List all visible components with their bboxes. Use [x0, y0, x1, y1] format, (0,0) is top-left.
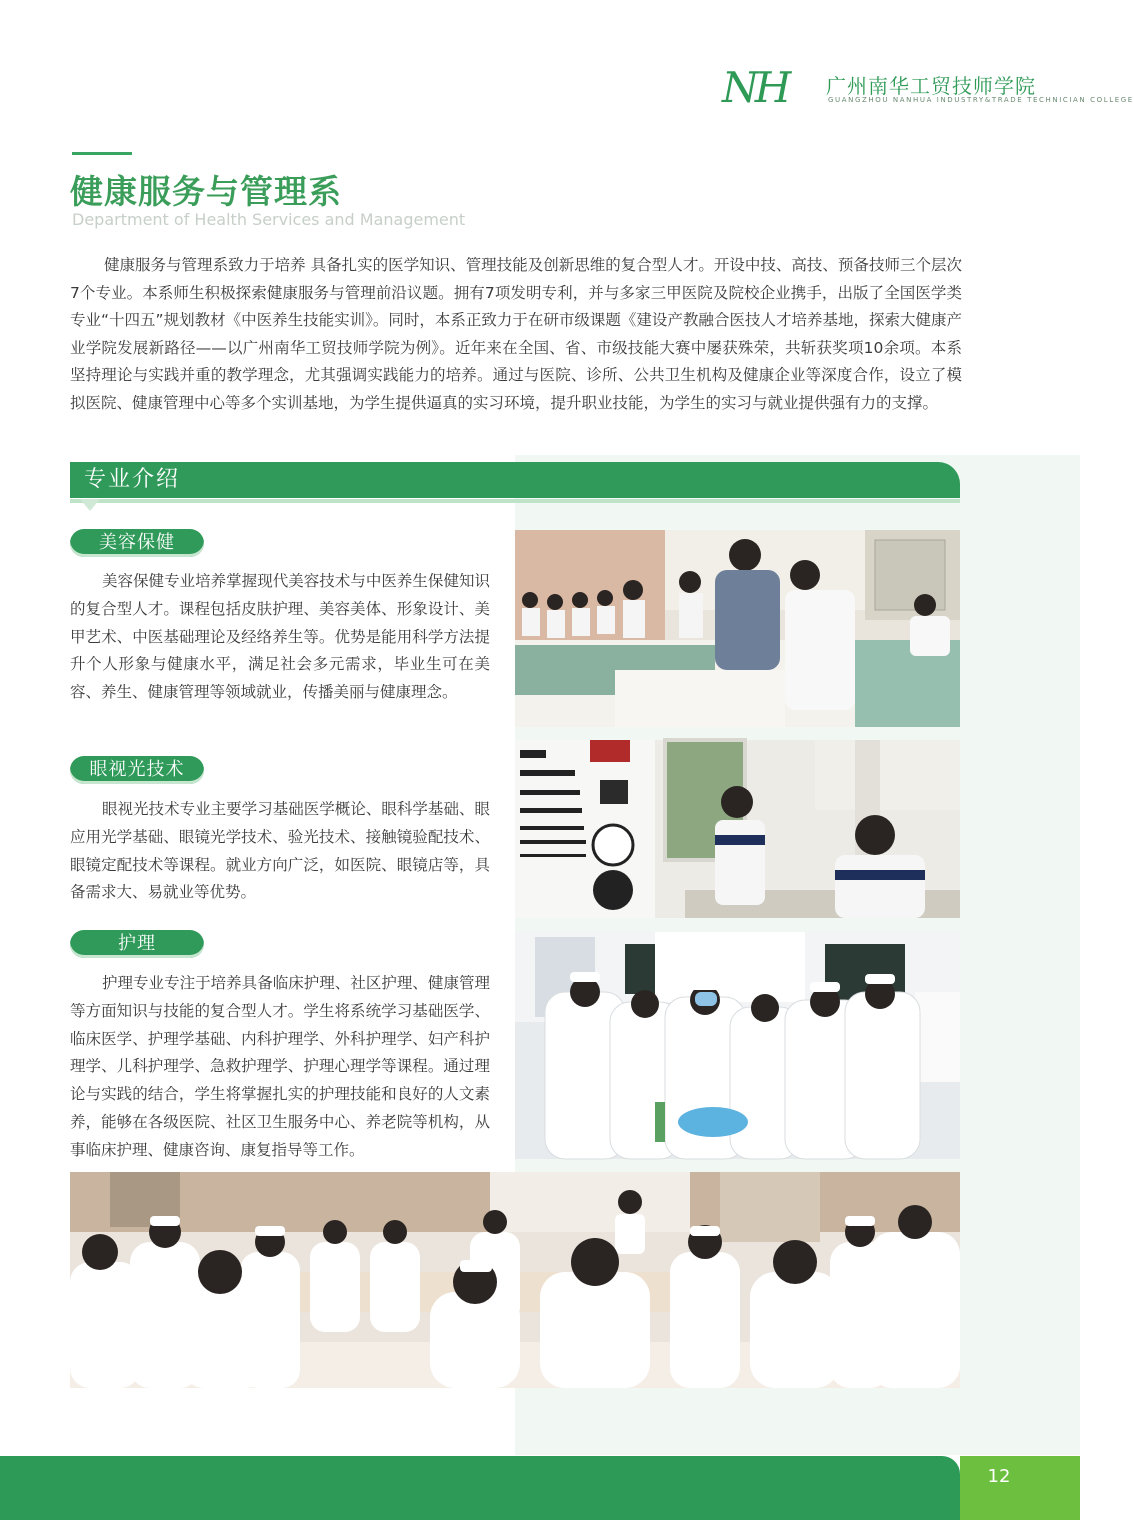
section-header-bar — [70, 462, 960, 498]
college-name-en: GUANGZHOU NANHUA INDUSTRY&TRADE TECHNICIAN COLLEGE — [828, 96, 1134, 104]
nursing-practice-photo — [515, 932, 960, 1159]
department-title: 健康服务与管理系 — [70, 172, 342, 211]
major-desc-nursing: 护理专业专注于培养具备临床护理、社区护理、健康管理等方面知识与技能的复合型人才。学生将系统学习基础医学、临床医学、护理学基础、内科护理学、外科护理学、妇产科护理学、儿科护理学、急救护理学、护理心理学等课程。通过理论与实践的结合，学生将掌握扎实的护理技能和良好的人文素养，能够在各级医院、社区卫生服务中心、养老院等机构，从事临床护理、健康咨询、康复指导等工作。 — [70, 974, 490, 1159]
college-name-cn: 广州南华工贸技师学院 — [826, 74, 1036, 98]
college-logo-monogram: NH — [722, 63, 788, 112]
title-rule — [72, 152, 132, 155]
section-header-underline — [70, 499, 960, 503]
beauty-class-photo — [515, 530, 960, 727]
page-number: 12 — [987, 1466, 1011, 1487]
major-desc-beauty: 美容保健专业培养掌握现代美容技术与中医养生保健知识的复合型人才。课程包括皮肤护理、美容美体、形象设计、美甲艺术、中医基础理论及经络养生等。优势是能用科学方法提升个人形象与健康水平，满足社会多元需求，毕业生可在美容、养生、健康管理等领域就业，传播美丽与健康理念。 — [70, 572, 490, 702]
department-intro: 健康服务与管理系致力于培养 具备扎实的医学知识、管理技能及创新思维的复合型人才。开设中技、高技、预备技师三个层次7个专业。本系师生积极探索健康服务与管理前沿议题。拥有7项发明专利，并与多家三甲医院及院校企业携手，出版了全国医学类专业“十四五”规划教材《中医养生技能实训》。同时，本系正致力于在研市级课题《建设产教融合医技人才培养基地，探索大健康产业学院发展新路径——以广州南华工贸技师学院为例》。近年来在全国、省、市级技能大赛中屡获殊荣，共斩获奖项10余项。本系坚持理论与实践并重的教学理念，尤其强调实践能力的培养。通过与医院、诊所、公共卫生机构及健康企业等深度合作，设立了模拟医院、健康管理中心等多个实训基地，为学生提供逼真的实习环境，提升职业技能，为学生的实习与就业提供强有力的支撑。 — [70, 256, 962, 412]
nursing-lecture-photo — [70, 1172, 960, 1388]
section-header-notch — [80, 499, 100, 511]
major-tag-nursing: 护理 — [70, 930, 204, 958]
section-title: 专业介绍 — [84, 467, 181, 492]
major-desc-optometry: 眼视光技术专业主要学习基础医学概论、眼科学基础、眼应用光学基础、眼镜光学技术、验光技术、接触镜验配技术、眼镜定配技术等课程。就业方向广泛，如医院、眼镜店等，具备需求大、易就业等优势。 — [70, 800, 490, 902]
footer-bar — [0, 1456, 960, 1520]
major-tag-optometry: 眼视光技术 — [70, 756, 204, 784]
department-subtitle: Department of Health Services and Management — [72, 210, 466, 229]
optometry-class-photo — [515, 740, 960, 918]
major-tag-beauty: 美容保健 — [70, 529, 204, 557]
